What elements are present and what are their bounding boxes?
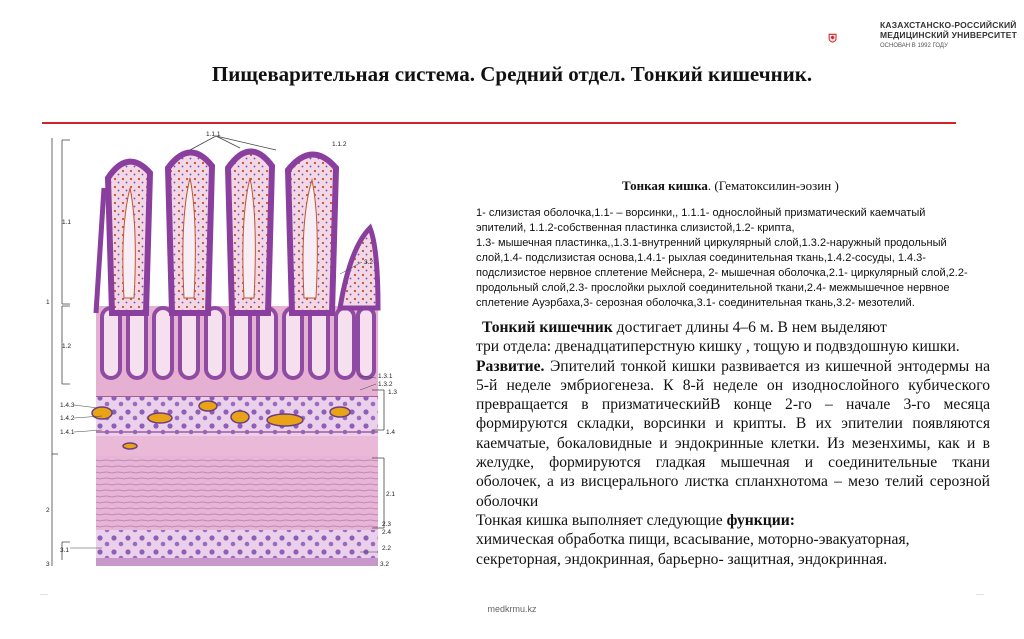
paragraph-sections: три отдела: двенадцатиперстную кишку , тощую и подвздошную кишки.	[476, 338, 960, 356]
figure-label-left: 1.4.2	[60, 415, 75, 422]
legend-line: 1- слизистая оболочка,1.1- – ворсинки,, 1.1.1- однослойный призматический каемчатый	[476, 207, 926, 219]
logo-line-3: ОСНОВАН В 1992 ГОДУ	[880, 43, 948, 49]
paragraph-length-bold: Тонкий кишечник	[482, 319, 613, 336]
legend-line: подслизистое нервное сплетение Мейснера, 2- мышечная оболочка,2.1- циркулярный слой,2.2-	[476, 267, 968, 279]
figure-label-left: 1.1	[62, 219, 72, 226]
body-text	[476, 318, 990, 569]
figure-label-right: 2.3	[382, 521, 392, 528]
legend-line: эпителий, 1.1.2-собственная пластинка слизистой,1.2- крипта,	[476, 222, 795, 234]
paragraph-development-bold: Развитие.	[476, 357, 545, 375]
paragraph-development-rest: Эпителий тонкой кишки развивается из кишечной энтодермы на 5-й неделе эмбриогенеза. К 8-й неделе он изоднослойного кубического превращается в призматическийВ конце 2-го – начале 3-го месяца формируются складки, ворсинки и крипты. В их эпителии появляются каемчатые, бокаловидные и эндокринные клетки. Из мезенхимы, как и в желудке, формируются гладкая мышечная и соединительные ткани оболочек, а из висцерального листка спланхнотома – мезо телий серозной оболочки	[476, 357, 990, 510]
figure-label-left: 1	[46, 299, 50, 306]
figure-label-right: 1.4	[386, 429, 396, 436]
legend-line: слой,1.4- подслизистая основа,1.4.1- рыхлая соединительная ткань,1.4.2-сосуды, 1.4.3-	[476, 252, 926, 264]
figure-label-right: 3.2	[364, 259, 374, 266]
figure-label-left: 3.1	[60, 547, 70, 554]
logo-line-1: КАЗАХСТАНСКО-РОССИЙСКИЙ	[880, 20, 1017, 30]
page-title: Пищеварительная система. Средний отдел. Тонкий кишечник.	[211, 62, 813, 86]
paragraph-functions-1: химическая обработка пищи, всасывание, моторно-эвакуаторная,	[476, 531, 910, 549]
caption-bold: Тонкая кишка	[622, 178, 708, 193]
figure-label-right: 2.4	[382, 529, 392, 536]
paragraph-functions-intro	[476, 511, 990, 530]
logo-text	[880, 20, 1017, 49]
footer-line-right	[976, 594, 984, 595]
figure-label-right: 1.3.1	[378, 373, 393, 380]
figure-label-left: 3	[46, 561, 50, 568]
footer-site: medkrmu.kz	[487, 604, 537, 614]
figure-label-right: 1.3	[388, 389, 398, 396]
figure-legend	[476, 206, 988, 311]
functions-intro-text: Тонкая кишка выполняет следующие	[476, 511, 727, 529]
figure-label-right: 1.3.2	[378, 381, 393, 388]
legend-line: продольный слой,2.3- прослойки рыхлой соединительной ткани,2.4- межмышечное нервное	[476, 282, 950, 294]
paragraph-development	[476, 357, 990, 511]
legend-line: сплетение Ауэрбаха,3- серозная оболочка,3.1- соединительная ткань,3.2- мезотелий.	[476, 297, 915, 309]
logo-badge-text: КРМУ	[831, 40, 835, 42]
figure-label-right: 2.2	[382, 545, 392, 552]
paragraph-length-rest: достигает длины 4–6 м. В нем выделяют	[612, 319, 887, 336]
figure-label-left: 1.4.1	[60, 429, 75, 436]
title-divider	[42, 122, 956, 124]
paragraph-functions-2: секреторная, эндокринная, барьерно- защитная, эндокринная.	[476, 550, 888, 568]
logo-line-2: МЕДИЦИНСКИЙ УНИВЕРСИТЕТ	[880, 30, 1017, 40]
figure-label-left: 1.4.3	[60, 402, 75, 409]
figure-label-top: 1.1.2	[332, 141, 347, 148]
functions-intro-bold: функции:	[726, 511, 795, 529]
figure-label-left: 1.2	[62, 343, 72, 350]
figure-label-right: 3.2	[380, 561, 390, 568]
crypts	[96, 306, 378, 396]
histology-figure	[40, 128, 400, 576]
figure-label-top: 1.1.1	[206, 131, 221, 138]
villi	[96, 151, 378, 313]
paragraph-length	[476, 318, 990, 337]
figure-caption	[622, 178, 839, 194]
university-logo	[826, 18, 876, 58]
figure-label-left: 2	[46, 507, 50, 514]
caption-rest: . (Гематоксилин-эозин )	[707, 178, 839, 193]
legend-line: 1.3- мышечная пластинка,,1.3.1-внутренний циркулярный слой,1.3.2-наружный продольный	[476, 237, 947, 249]
figure-label-right: 2.1	[386, 491, 396, 498]
footer-line-left	[40, 594, 48, 595]
